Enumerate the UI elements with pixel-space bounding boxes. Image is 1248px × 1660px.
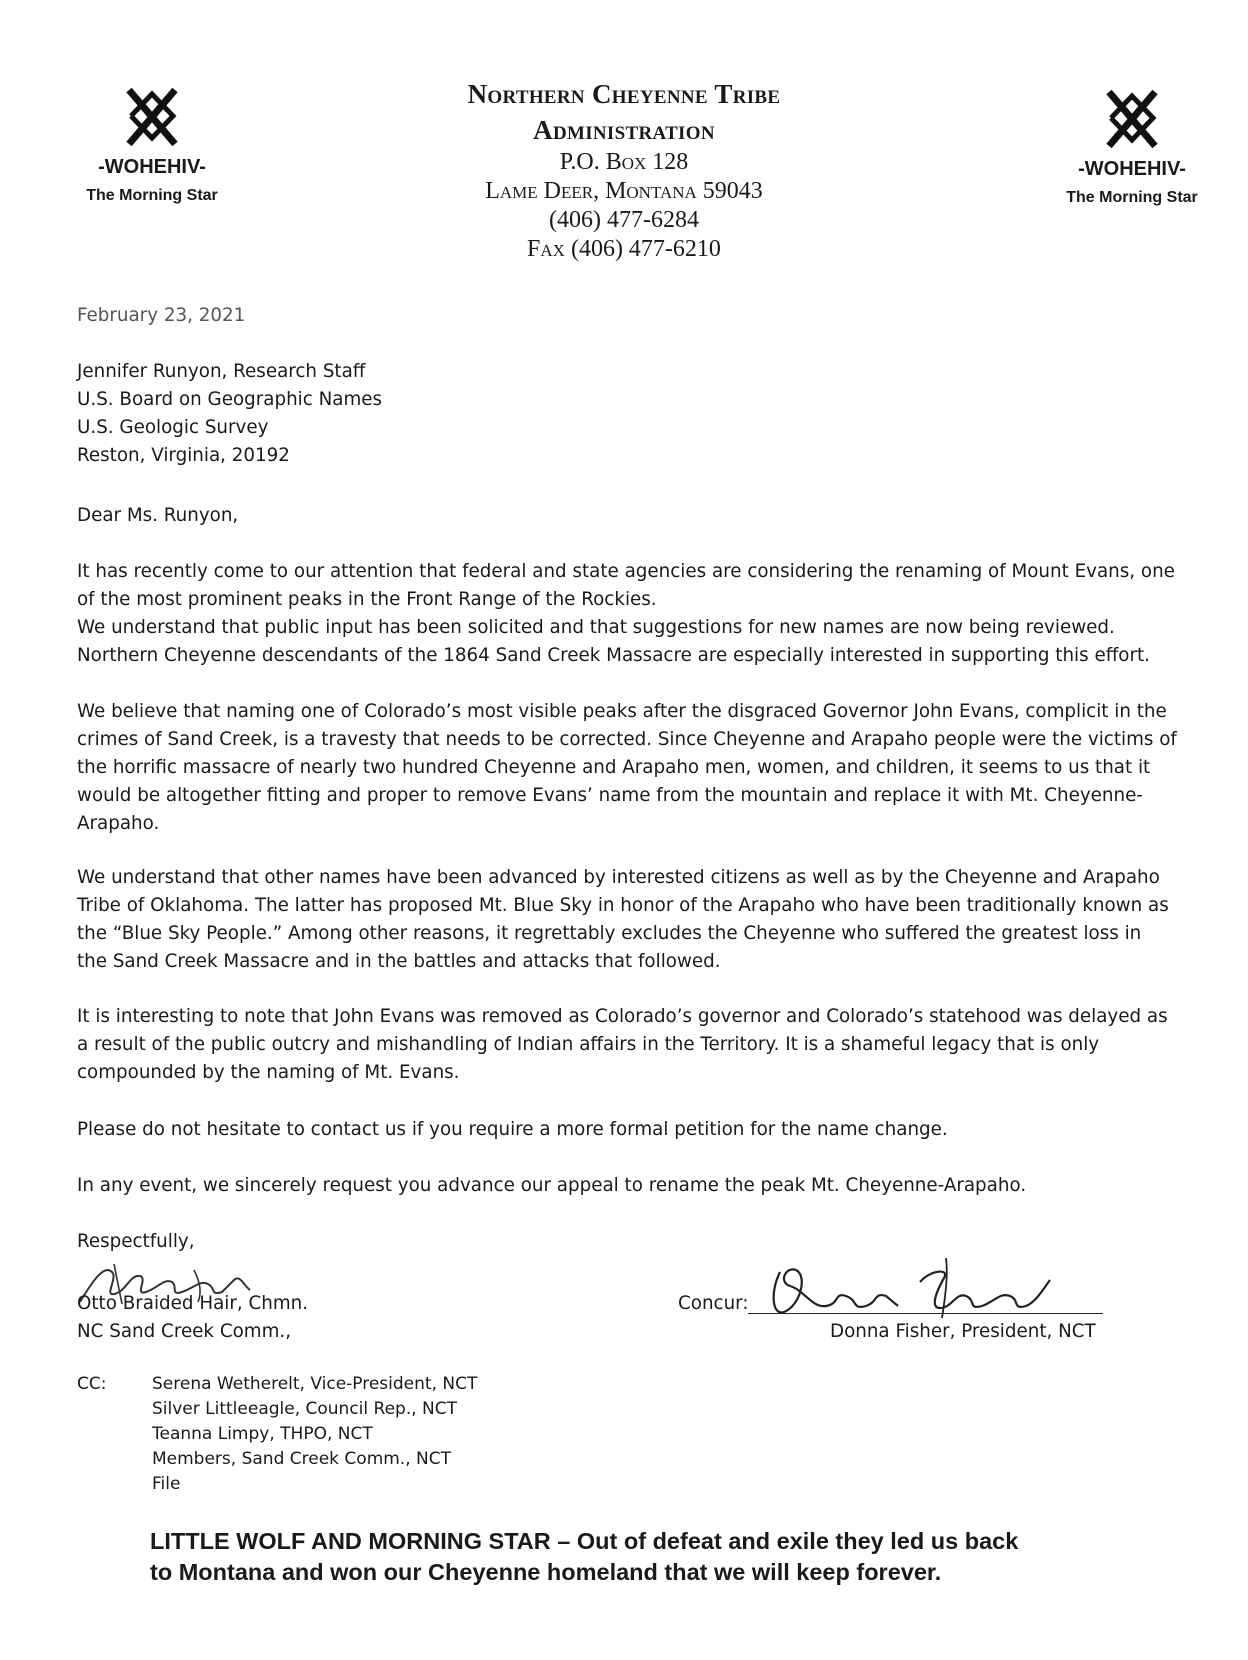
paragraph: Please do not hesitate to contact us if you require a more formal petition for the name change.	[77, 1119, 948, 1140]
concur-label: Concur:	[678, 1293, 749, 1314]
po-box: P.O. Box 128	[559, 149, 689, 175]
cc-label: CC:	[77, 1374, 107, 1394]
logo-tag: -WOHEHIV-	[98, 156, 206, 178]
paragraph: We understand that public input has been solicited and that suggestions for new names are now being reviewed.	[77, 617, 1115, 638]
cc-item: Silver Littleeagle, Council Rep., NCT	[152, 1399, 458, 1419]
slogan-line: LITTLE WOLF AND MORNING STAR – Out of defeat and exile they led us back	[150, 1528, 1019, 1554]
recipient-line: Jennifer Runyon, Research Staff	[77, 361, 366, 382]
logo-subtitle: The Morning Star	[86, 187, 218, 204]
fax: Fax (406) 477-6210	[527, 236, 721, 262]
recipient-line: Reston, Virginia, 20192	[77, 445, 290, 466]
recipient-line: U.S. Board on Geographic Names	[77, 389, 383, 410]
paragraph: It is interesting to note that John Evans was removed as Colorado’s governor and Colorado’s statehood was delayed as a result of the public outcry and mishandling of Indian affairs in the Territory. It is a shameful legacy that is only compounded by the naming of Mt. Evans.	[77, 1006, 1168, 1083]
letter-date: February 23, 2021	[77, 305, 246, 326]
logo-tag: -WOHEHIV-	[1078, 158, 1186, 180]
paragraph: It has recently come to our attention that federal and state agencies are considering the renaming of Mount Evans, one of the most prominent peaks in the Front Range of the Rockies.	[77, 561, 1175, 610]
letterhead	[0, 76, 1248, 264]
salutation: Dear Ms. Runyon,	[77, 505, 239, 526]
org-name: Northern Cheyenne Tribe	[467, 79, 781, 109]
cc-item: Teanna Limpy, THPO, NCT	[152, 1424, 373, 1444]
closing: Respectfully,	[77, 1231, 195, 1252]
signature-donna	[760, 1252, 1060, 1326]
paragraph: In any event, we sincerely request you advance our appeal to rename the peak Mt. Cheyenne-Arapaho.	[77, 1175, 1027, 1196]
cc-item: Members, Sand Creek Comm., NCT	[152, 1449, 451, 1469]
cc-item: File	[152, 1474, 181, 1494]
org-department: Administration	[533, 115, 715, 145]
slogan-line: to Montana and won our Cheyenne homeland that we will keep forever.	[150, 1559, 942, 1585]
cc-list	[152, 1372, 477, 1497]
cc-item: Serena Wetherelt, Vice-President, NCT	[152, 1374, 478, 1394]
signer-name: Otto Braided Hair, Chmn.	[77, 1293, 309, 1314]
signer-title: NC Sand Creek Comm.,	[77, 1321, 292, 1342]
city-state: Lame Deer, Montana 59043	[485, 178, 763, 204]
slogan	[150, 1526, 1210, 1588]
recipient-address	[77, 358, 382, 470]
phone: (406) 477-6284	[549, 207, 699, 233]
signer-left	[77, 1290, 308, 1346]
paragraph: Northern Cheyenne descendants of the 1864 Sand Creek Massacre are especially interested in supporting this effort.	[77, 645, 1150, 666]
logo-subtitle: The Morning Star	[1066, 189, 1198, 206]
paragraph: We believe that naming one of Colorado’s most visible peaks after the disgraced Governor John Evans, complicit in the crimes of Sand Creek, is a travesty that needs to be corrected. Since Cheyenne and Arapaho people were the victims of the horrific massacre of nearly two hundred Cheyenne and Arapaho men, women, and children, it seems to us that it would be altogether fitting and proper to remove Evans’ name from the mountain and replace it with Mt. Cheyenne-Arapaho.	[77, 701, 1177, 834]
recipient-line: U.S. Geologic Survey	[77, 417, 269, 438]
concur-name: Donna Fisher, President, NCT	[830, 1321, 1096, 1342]
paragraph: We understand that other names have been advanced by interested citizens as well as by the Cheyenne and Arapaho Tribe of Oklahoma. The latter has proposed Mt. Blue Sky in honor of the Arapaho who have been traditionally known as the “Blue Sky People.” Among other reasons, it regrettably excludes the Cheyenne who suffered the greatest loss in the Sand Creek Massacre and in the battles and attacks that followed.	[77, 867, 1169, 972]
